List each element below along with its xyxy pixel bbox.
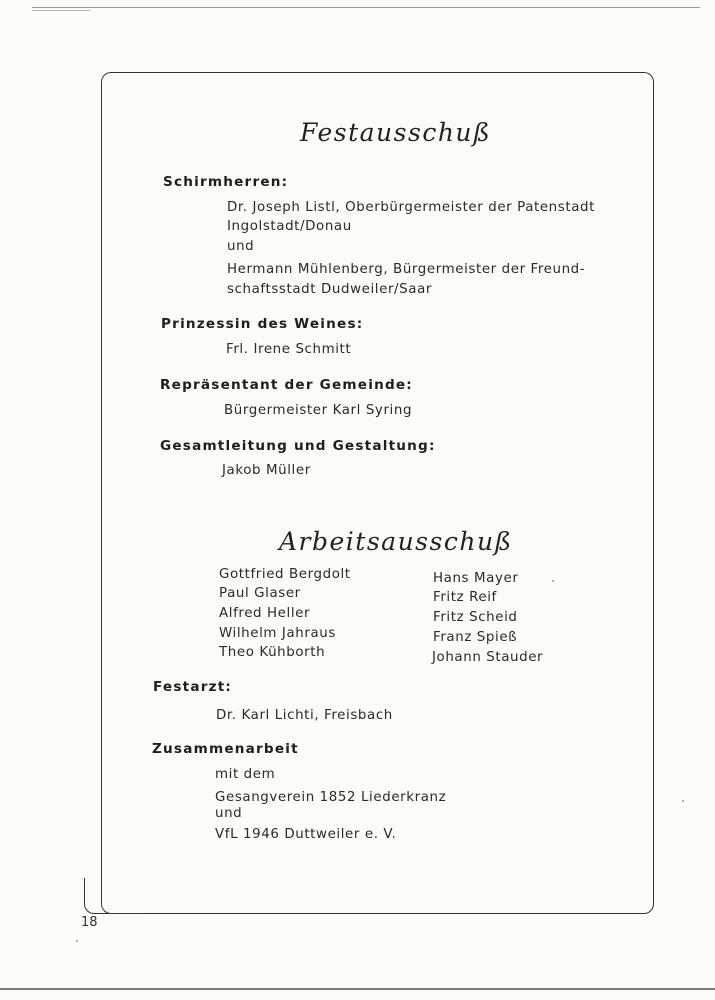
arbeitsausschuss-title: Arbeitsausschuß [279, 527, 513, 556]
schirmherren-line: Dr. Joseph Listl, Oberbürgermeister der Patenstadt [227, 200, 595, 215]
repraesentant-heading: Repräsentant der Gemeinde: [160, 377, 413, 393]
member-left: Gottfried Bergdolt [219, 567, 351, 582]
member-left: Wilhelm Jahraus [219, 626, 336, 641]
zusammenarbeit-line: Gesangverein 1852 Liederkranz [215, 790, 447, 805]
gesamtleitung-heading: Gesamtleitung und Gestaltung: [160, 438, 436, 454]
festausschuss-title: Festausschuß [300, 118, 492, 147]
member-right: Fritz Scheid [433, 610, 518, 625]
top-rule [32, 7, 700, 8]
member-right: Fritz Reif [433, 590, 497, 605]
gesamtleitung-name: Jakob Müller [222, 463, 311, 478]
zusammenarbeit-heading: Zusammenarbeit [152, 741, 299, 757]
member-left: Alfred Heller [219, 606, 311, 621]
content-frame-corner [84, 878, 144, 914]
paper-speck [682, 800, 684, 802]
top-rule-short [32, 10, 90, 11]
zusammenarbeit-line: und [215, 806, 243, 821]
prinzessin-name: Frl. Irene Schmitt [226, 342, 352, 357]
schirmherren-line: Hermann Mühlenberg, Bürgermeister der Freund- [227, 262, 586, 277]
schirmherren-line: schaftsstadt Dudweiler/Saar [227, 282, 432, 297]
zusammenarbeit-line: VfL 1946 Duttweiler e. V. [215, 827, 397, 842]
member-right: Johann Stauder [432, 650, 544, 665]
schirmherren-line: und [227, 239, 255, 254]
page-number: 18 [81, 915, 98, 930]
bottom-rule [0, 988, 715, 990]
member-right: Hans Mayer [433, 571, 519, 586]
member-left: Paul Glaser [219, 586, 301, 601]
schirmherren-heading: Schirmherren: [163, 174, 289, 190]
content-frame [101, 72, 654, 914]
festarzt-name: Dr. Karl Lichti, Freisbach [216, 708, 393, 723]
zusammenarbeit-line: mit dem [215, 767, 276, 782]
member-right: Franz Spieß [433, 630, 518, 645]
repraesentant-name: Bürgermeister Karl Syring [224, 403, 413, 418]
paper-speck [552, 580, 554, 582]
schirmherren-line: Ingolstadt/Donau [227, 219, 352, 234]
paper-speck [76, 940, 78, 942]
member-left: Theo Kühborth [219, 645, 326, 660]
prinzessin-heading: Prinzessin des Weines: [161, 316, 364, 332]
festarzt-heading: Festarzt: [153, 679, 233, 695]
